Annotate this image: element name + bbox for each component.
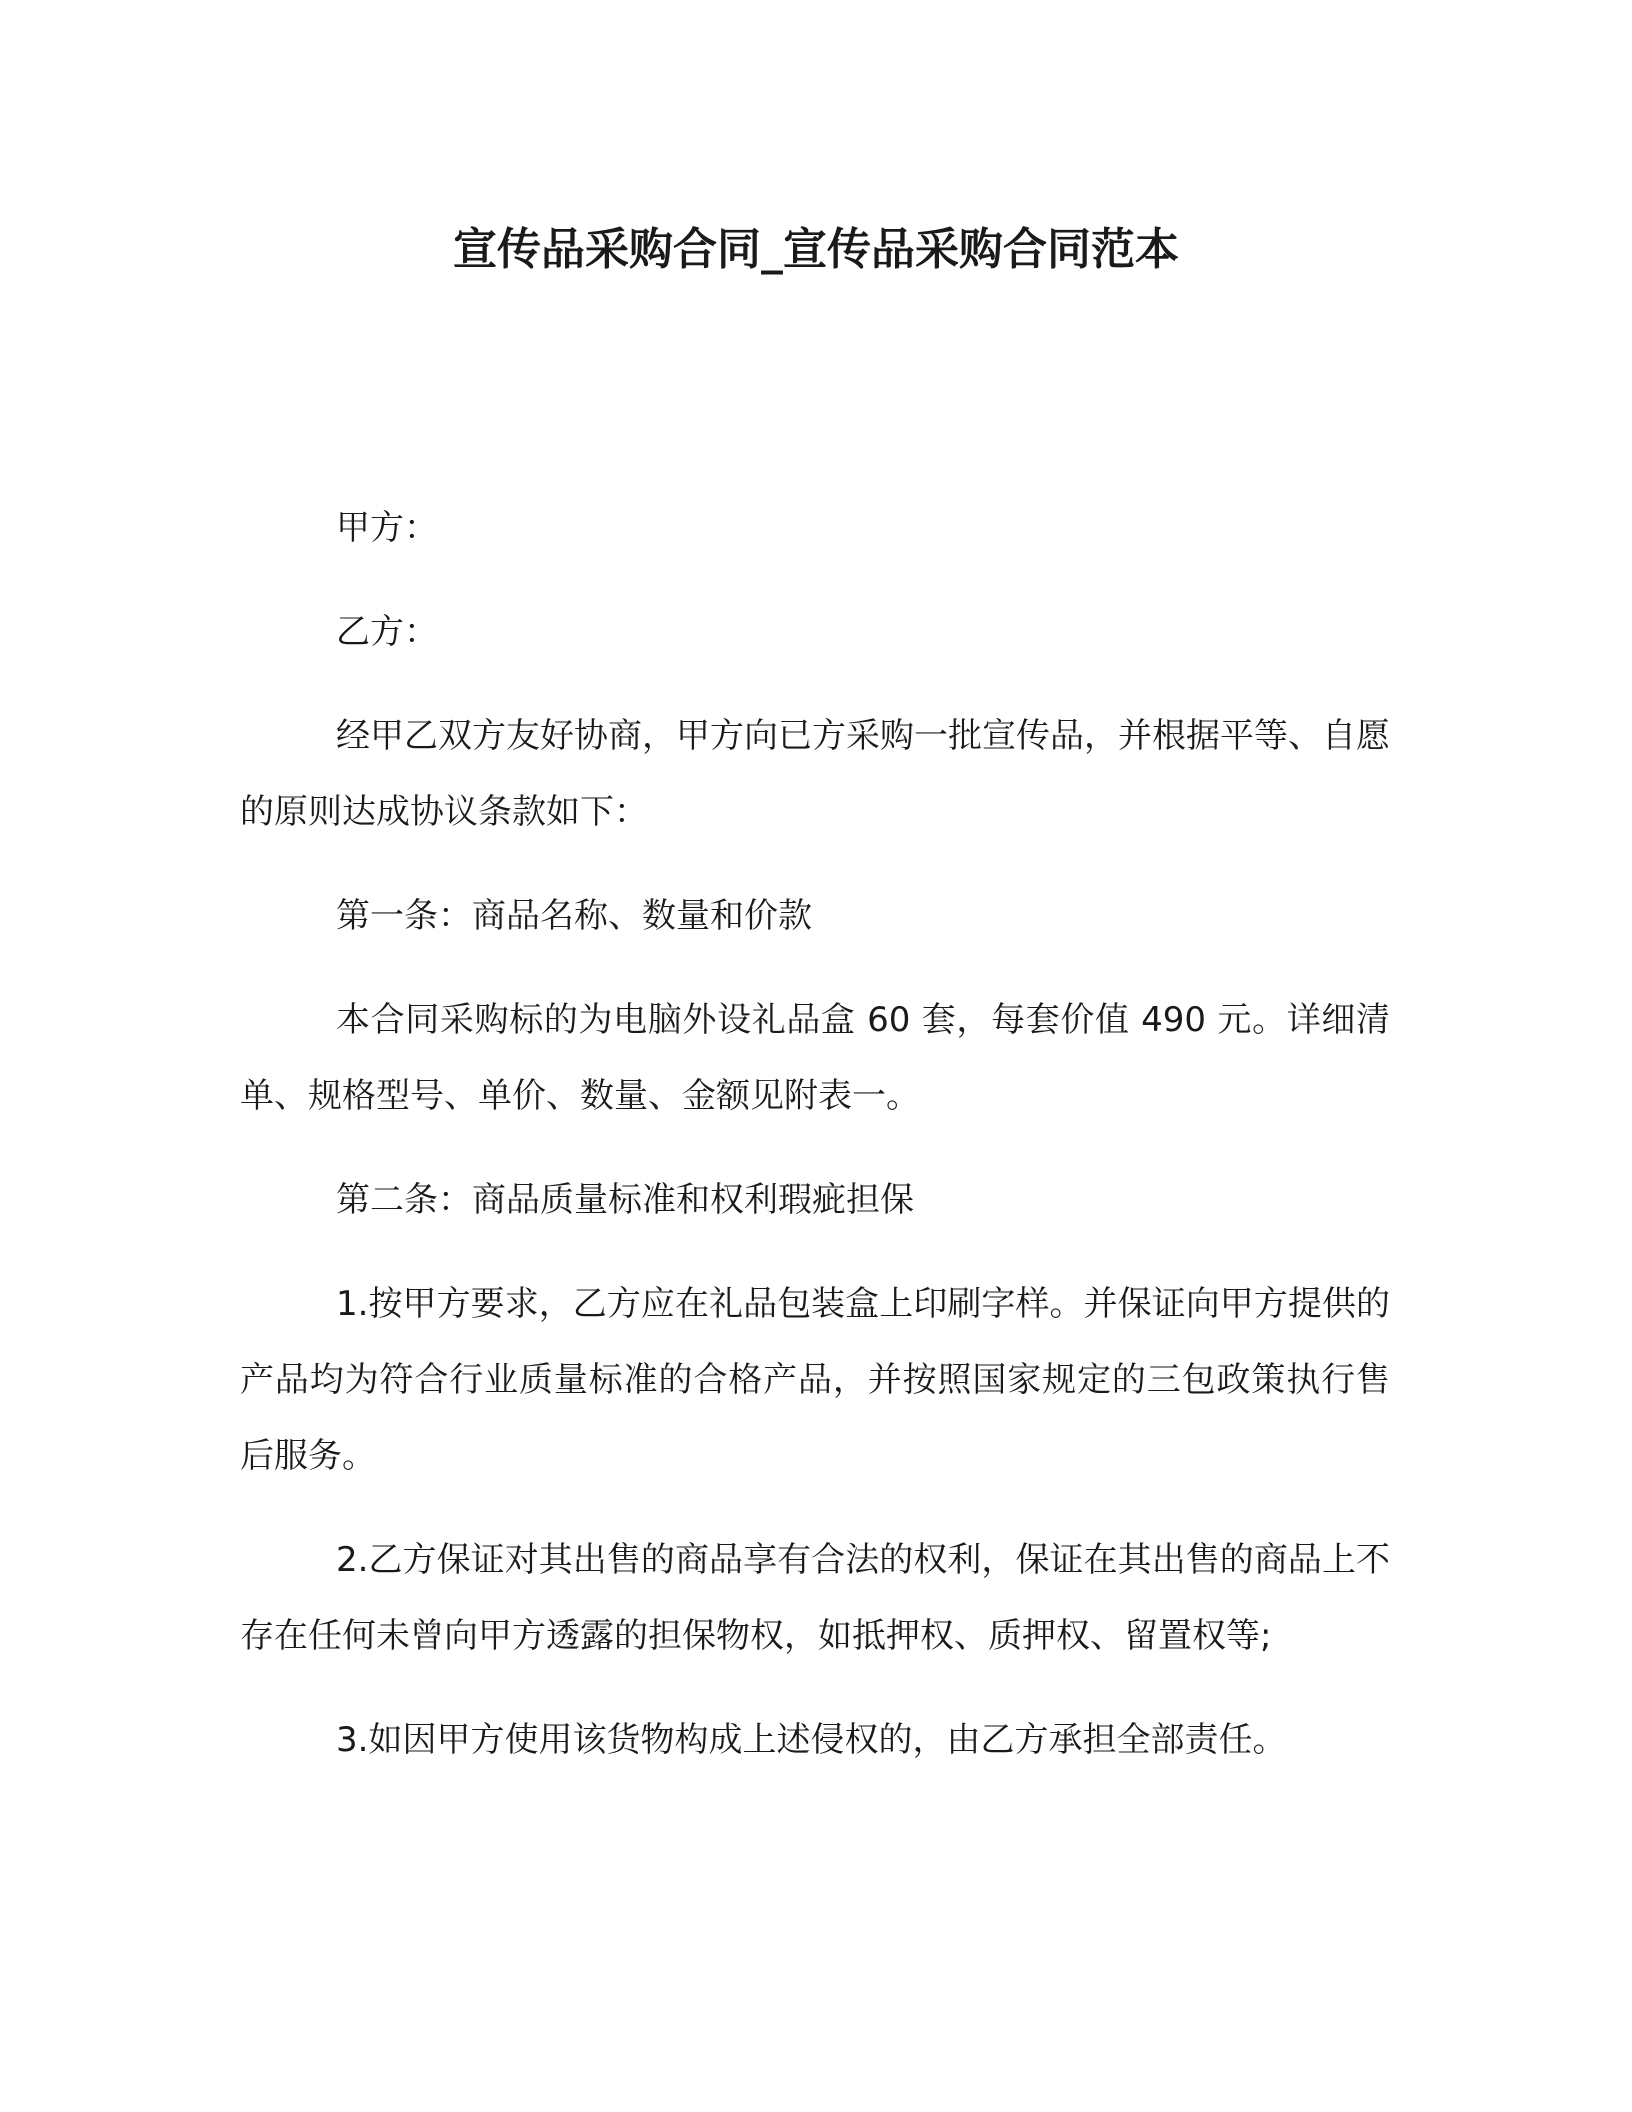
article-1-paragraph: 本合同采购标的为电脑外设礼品盒 60 套，每套价值 490 元。详细清单、规格型号、单价、数量、金额见附表一。: [240, 1000, 1390, 1116]
article-1-heading: 第一条：商品名称、数量和价款: [336, 896, 812, 936]
article-2-clause-2: 2.乙方保证对其出售的商品享有合法的权利，保证在其出售的商品上不存在任何未曾向甲方透露的担保物权，如抵押权、质押权、留置权等;: [240, 1540, 1390, 1656]
article-2-clause-3: 3.如因甲方使用该货物构成上述侵权的，由乙方承担全部责任。: [336, 1720, 1287, 1760]
party-b-line: 乙方：: [336, 612, 438, 652]
party-a-line: 甲方：: [336, 508, 438, 548]
article-2-heading: 第二条：商品质量标准和权利瑕疵担保: [336, 1180, 914, 1220]
document-title: 宣传品采购合同_宣传品采购合同范本: [453, 224, 1179, 275]
article-2-clause-1: 1.按甲方要求，乙方应在礼品包装盒上印刷字样。并保证向甲方提供的产品均为符合行业质量标准的合格产品，并按照国家规定的三包政策执行售后服务。: [240, 1284, 1390, 1476]
document-body: [240, 490, 1390, 1806]
preamble-paragraph: 经甲乙双方友好协商，甲方向已方采购一批宣传品，并根据平等、自愿的原则达成协议条款如下：: [240, 716, 1390, 832]
